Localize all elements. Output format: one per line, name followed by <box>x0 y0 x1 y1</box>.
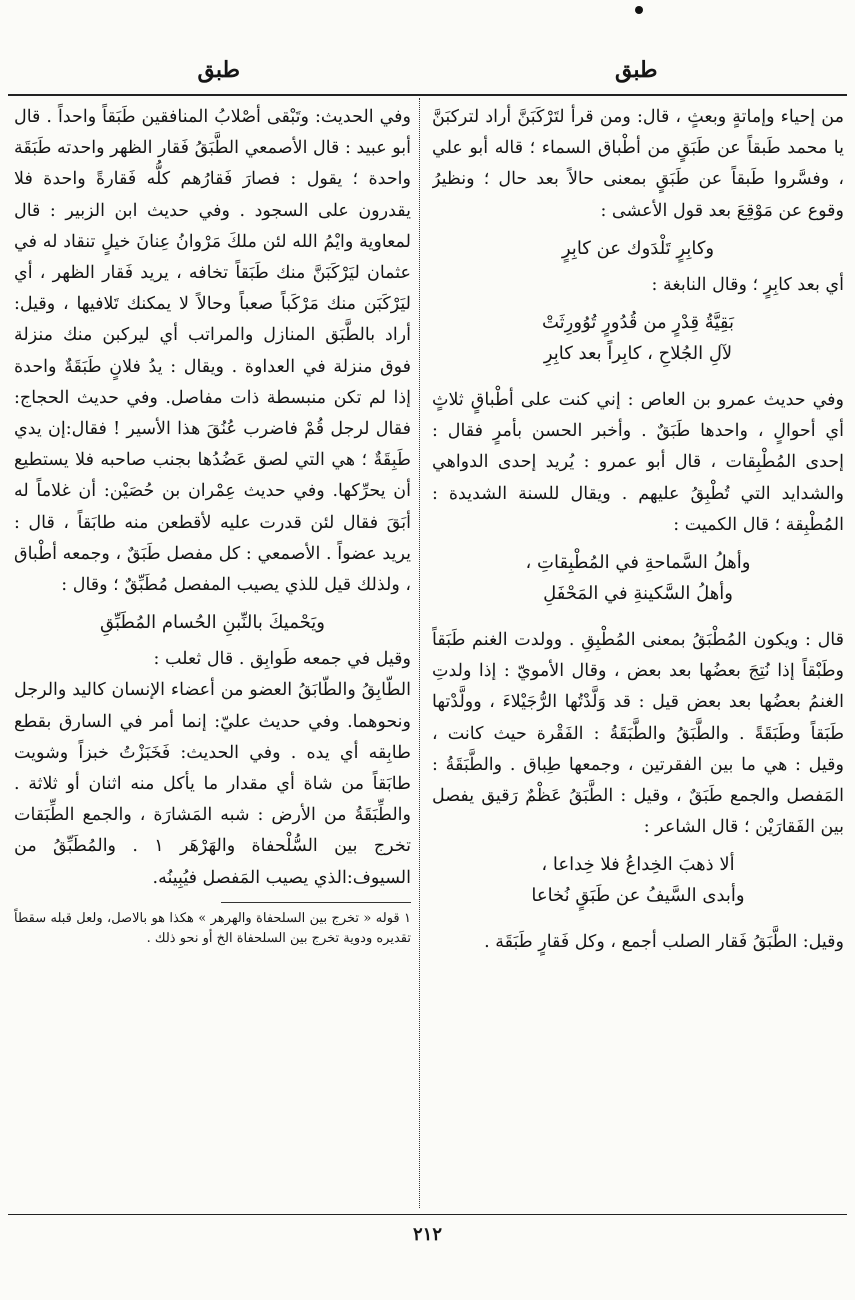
footnote: ١ قوله « تخرج بين السلحفاة والهرهر » هكذا هو بالاصل، ولعل قبله سقطاً تقديره ودوية تخرج بين السلحفاة الخ أو نحو ذلك . <box>14 910 411 946</box>
left-column <box>14 102 411 1202</box>
right-paragraph-3: وفي حديث عمرو بن العاص : إني كنت على أطْباقٍ ثلاثٍ أي أحوالٍ ، واحدها طَبَقٌ . وأخبر الحسن بأمرٍ فقال : إحدى المُطْبِقات ، قال أبو عمرو : يُريد إحدى الدواهي والشدايد التي تُطْبِقُ عليهم . ويقال للسنة الشديدة : المُطْبِقة ؛ قال الكميت : <box>432 390 844 535</box>
verse-line: ألا ذهبَ الخِداعُ فلا خِداعا ، <box>541 854 735 876</box>
spacer <box>432 375 844 385</box>
page-number: ٢١٢ <box>412 1224 442 1245</box>
spacer <box>432 917 844 927</box>
right-verse-4 <box>432 849 844 911</box>
page-header <box>10 50 845 90</box>
verse-line: بَقِيَّةُ قِدْرٍ من قُدُورٍ تُوُورِثَتْ <box>542 312 734 334</box>
header-rule <box>8 94 847 96</box>
right-paragraph-1: من إحياء وإماتةٍ وبعثٍ ، قال: ومن قرأ لتَرْكَبَنَّ أراد لتركبَنَّ يا محمد طَبقاً عن طَبَقٍ من أطْباق السماء ؛ قاله أبو علي ، وفسَّروا طَبقاً عن طَبَقٍ بمعنى حالاً بعد حال ؛ ونظيرُ وقوع عن مَوْقِعَ بعد قول الأعشى : <box>432 107 844 221</box>
verse-line: وأهلُ السَّكينةِ في المَحْفَلِ <box>543 583 733 605</box>
verse-line: وأهلُ السَّماحةِ في المُطْبِقاتِ ، <box>525 552 751 574</box>
right-paragraph-5: وقيل: الطَّبَقُ فَقار الصلب أجمع ، وكل فَقارٍ طَبَقَة . <box>484 932 844 953</box>
verse-line: لآلِ الجُلاحِ ، كابِراً بعد كابِرِ <box>543 343 733 365</box>
right-verse-3 <box>432 547 844 609</box>
footer-rule <box>8 1214 847 1215</box>
left-paragraph-1: وفي الحديث: وتَبْقى أصْلابُ المنافقين طَبَقاً واحداً . قال أبو عبيد : قال الأصمعي الطَّبَقُ فَقار الظهر واحدته طَبَقَة واحدة ؛ يقول : فصارَ فَقارُهم كلُّه فَقارةً واحدة فلا يقدرون على السجود . وفي حديث ابن الزبير : قال لمعاوية وايْمُ الله لئن ملكَ مَرْوانُ عِنانَ خيلٍ تنقاد له في عثمان ليَرْكَبَنَّ منك طَبَقاً تخافه ، يريد فَقار الظهر ، أي ليَرْكَبَن منك مَرْكَباً صعباً وحالاً لا يمكنك تَلافيها ، وقيل: أراد بالطَّبَق المنازل والمراتب أي ليركبن منك منزلة فوق منزلة في العداوة . ويقال : يدُ فلانٍ طَبَقَةٌ واحدة إذا لم تكن منبسطة ذات مفاصل. وفي حديث الحجاج: فقال لرجل قُمْ فاضرب عُنُقَ هذا الأسير ! فقال:إن يدي طَبِقَةٌ ؛ هي التي لصق عَضُدُها بجنب صاحبه فلا يستطيع أن يحرِّكها. وفي حديث عِمْران بن حُصَيْن: أن غلاماً له أبَقَ فقال لئن قدرت عليه لأقطعن منه طابَقاً ، قال : يريد عضواً . الأصمعي : كل مفصل طَبَقٌ ، وجمعه أطْباق ، ولذلك قيل للذي يصيب المفصل مُطَبِّقٌ ؛ وقال : <box>14 107 411 596</box>
left-paragraph-3: الطّابِقُ والطّابَقُ العضو من أعضاء الإنسان كاليد والرجل ونحوهما. وفي حديث عليّ: إنما أمر في السارق بقطع طابِقه أي يده . وفي الحديث: فَخَبَزْتُ خبزاً وشويت طابَقاً من شاة أي مقدار ما يأكل منه اثنان أو ثلاثة . والطِّبَقَةُ من الأرض : شبه المَشارَة ، والجمع الطِّبَقات تخرج بين السُّلْحفاة والهَرْهَر ١ . والمُطَبِّقُ من السيوف:الذي يصيب المَفصل فيُبِينُه. <box>14 680 411 888</box>
right-column <box>432 102 844 1202</box>
footnote-rule <box>221 902 411 903</box>
verse-line: وأبدى السَّيفُ عن طَبَقٍ نُخاعا <box>531 885 745 907</box>
ink-speck <box>635 6 643 14</box>
left-verse-1 <box>14 607 411 638</box>
verse-line: وكابِرٍ تَلْدَوك عن كابِرٍ <box>561 237 715 259</box>
right-verse-1 <box>432 233 844 264</box>
right-paragraph-4: قال : ويكون المُطْبَقُ بمعنى المُطْبِقِ . وولدت الغنم طَبَقاً وطَبْقاً إذا نُتِجَ بعضُها بعد بعض ، وقال الأمويّ : إذا ولدتِ الغنمُ بعضُها بعد بعض قيل : قد وَلَّدْتُها الرُّجَيْلاءَ ، وولَّدْتها طَبَقاً وطَبَقَةً . والطَّبَقُ والطَّبَقَةُ : الفَقْرة حيث كانت ، وقيل : هي ما بين الفقرتين ، وجمعها طِباق . والطَّبَقَةُ : المَفصل والجمع طَبَقٌ ، وقيل : الطَّبَقُ عَظْمٌ رَقيق يفصل بين الفَقارَيْن ؛ قال الشاعر : <box>432 630 844 838</box>
header-title-left: طبق <box>197 57 240 83</box>
verse-line: ويَحْميكَ بالنِّبنِ الحُسام المُطَبِّقِ <box>100 612 325 634</box>
right-verse-2 <box>432 307 844 369</box>
spacer <box>432 615 844 625</box>
column-divider <box>419 98 420 1208</box>
header-title-right: طبق <box>615 57 658 83</box>
left-paragraph-2: وقيل في جمعه طَوابِق . قال ثعلب : <box>153 649 411 670</box>
right-paragraph-2: أي بعد كابِرٍ ؛ وقال النابغة : <box>651 274 844 295</box>
